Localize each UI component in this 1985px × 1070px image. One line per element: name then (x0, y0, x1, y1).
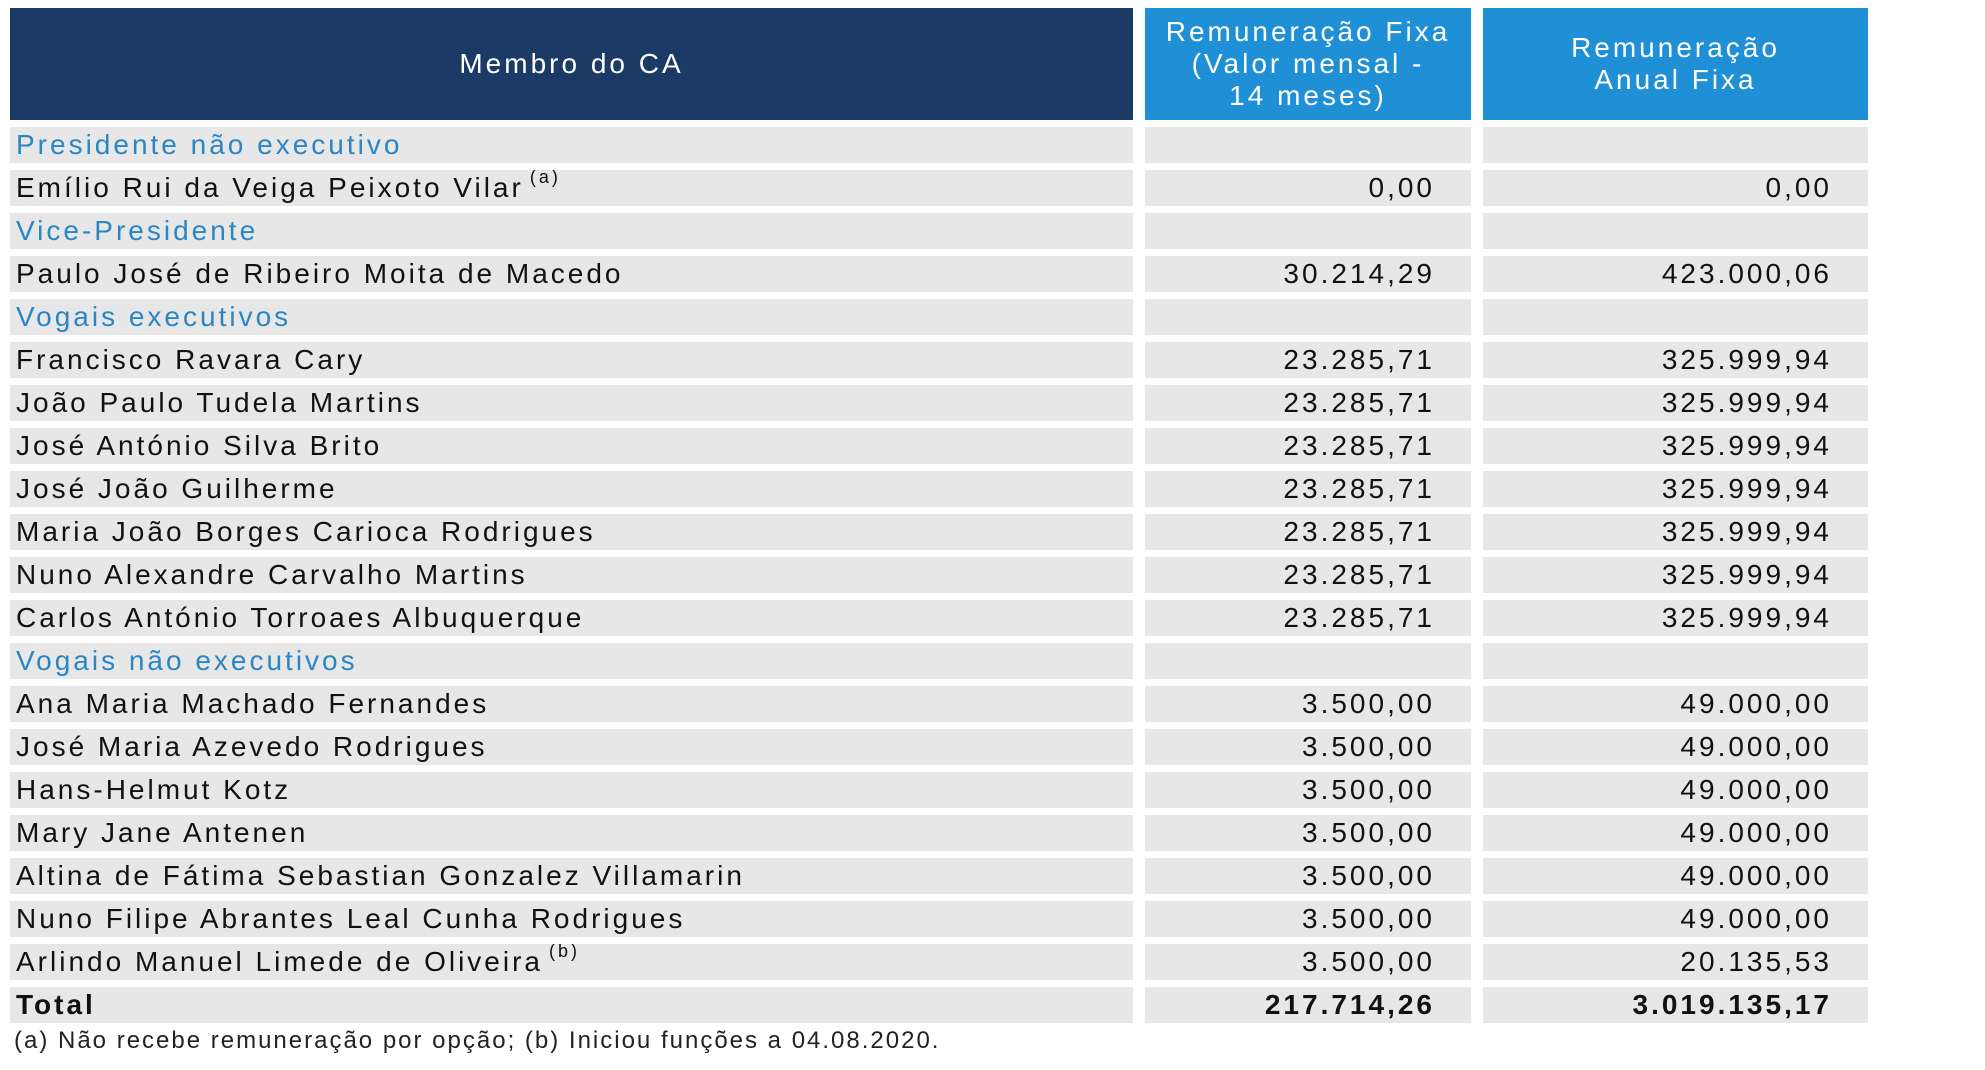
member-name (10, 428, 1133, 464)
category-label (10, 127, 1133, 163)
row-name-text: Ana Maria Machado Fernandes (16, 688, 490, 719)
annual-value: 3.019.135,17 (1483, 987, 1868, 1023)
annual-value: 49.000,00 (1483, 772, 1868, 808)
total-label (10, 987, 1133, 1023)
member-name (10, 170, 1133, 206)
annual-value: 325.999,94 (1483, 385, 1868, 421)
row-name-text: José João Guilherme (16, 473, 338, 504)
member-name (10, 471, 1133, 507)
row-name-text: Arlindo Manuel Limede de Oliveira (16, 946, 543, 977)
annual-value: 49.000,00 (1483, 686, 1868, 722)
annual-value: 325.999,94 (1483, 428, 1868, 464)
monthly-value: 3.500,00 (1145, 858, 1471, 894)
annual-value: 325.999,94 (1483, 342, 1868, 378)
member-name (10, 385, 1133, 421)
row-name-text: Vogais executivos (16, 301, 292, 332)
monthly-value: 30.214,29 (1145, 256, 1471, 292)
row-name-text: José António Silva Brito (16, 430, 383, 461)
annual-value: 0,00 (1483, 170, 1868, 206)
member-name (10, 342, 1133, 378)
category-label (10, 213, 1133, 249)
member-name (10, 600, 1133, 636)
annual-value (1483, 213, 1868, 249)
monthly-value: 23.285,71 (1145, 428, 1471, 464)
monthly-value: 3.500,00 (1145, 729, 1471, 765)
member-name (10, 815, 1133, 851)
monthly-value: 23.285,71 (1145, 385, 1471, 421)
member-name (10, 772, 1133, 808)
row-name-text: Total (16, 989, 96, 1020)
table-grid (10, 8, 1868, 1023)
annual-value: 49.000,00 (1483, 901, 1868, 937)
monthly-value (1145, 213, 1471, 249)
monthly-value: 23.285,71 (1145, 600, 1471, 636)
row-name-text: Emílio Rui da Veiga Peixoto Vilar (16, 172, 524, 203)
monthly-value: 23.285,71 (1145, 557, 1471, 593)
monthly-value: 23.285,71 (1145, 471, 1471, 507)
row-name-text: Francisco Ravara Cary (16, 344, 366, 375)
member-name (10, 514, 1133, 550)
annual-value (1483, 127, 1868, 163)
header-monthly-fixed: Remuneração Fixa (Valor mensal - 14 meses) (1145, 8, 1471, 120)
monthly-value (1145, 127, 1471, 163)
member-name (10, 686, 1133, 722)
row-name-text: Presidente não executivo (16, 129, 403, 160)
annual-value: 325.999,94 (1483, 471, 1868, 507)
member-name (10, 256, 1133, 292)
member-name (10, 858, 1133, 894)
row-name-text: João Paulo Tudela Martins (16, 387, 423, 418)
annual-value: 20.135,53 (1483, 944, 1868, 980)
monthly-value: 23.285,71 (1145, 342, 1471, 378)
member-name (10, 901, 1133, 937)
row-name-text: Nuno Alexandre Carvalho Martins (16, 559, 528, 590)
header-member: Membro do CA (10, 8, 1133, 120)
annual-value (1483, 299, 1868, 335)
footnote-marker: (a) (529, 170, 561, 187)
header-annual-fixed: Remuneração Anual Fixa (1483, 8, 1868, 120)
member-name (10, 557, 1133, 593)
member-name (10, 729, 1133, 765)
row-name-text: Hans-Helmut Kotz (16, 774, 292, 805)
monthly-value: 3.500,00 (1145, 815, 1471, 851)
annual-value: 325.999,94 (1483, 514, 1868, 550)
annual-value (1483, 643, 1868, 679)
annual-value: 423.000,06 (1483, 256, 1868, 292)
row-name-text: José Maria Azevedo Rodrigues (16, 731, 488, 762)
category-label (10, 643, 1133, 679)
row-name-text: Nuno Filipe Abrantes Leal Cunha Rodrigues (16, 903, 686, 934)
annual-value: 49.000,00 (1483, 858, 1868, 894)
monthly-value: 3.500,00 (1145, 944, 1471, 980)
monthly-value: 3.500,00 (1145, 772, 1471, 808)
monthly-value: 23.285,71 (1145, 514, 1471, 550)
remuneration-table (10, 8, 1868, 1023)
row-name-text: Altina de Fátima Sebastian Gonzalez Villamarin (16, 860, 745, 891)
row-name-text: Maria João Borges Carioca Rodrigues (16, 516, 596, 547)
row-name-text: Carlos António Torroaes Albuquerque (16, 602, 585, 633)
category-label (10, 299, 1133, 335)
row-name-text: Paulo José de Ribeiro Moita de Macedo (16, 258, 624, 289)
monthly-value: 3.500,00 (1145, 901, 1471, 937)
footnote: (a) Não recebe remuneração por opção; (b) Iniciou funções a 04.08.2020. (14, 1027, 941, 1054)
monthly-value: 217.714,26 (1145, 987, 1471, 1023)
row-name-text: Mary Jane Antenen (16, 817, 309, 848)
row-name-text: Vogais não executivos (16, 645, 358, 676)
annual-value: 325.999,94 (1483, 557, 1868, 593)
annual-value: 325.999,94 (1483, 600, 1868, 636)
monthly-value (1145, 299, 1471, 335)
monthly-value: 0,00 (1145, 170, 1471, 206)
footnote-marker: (b) (549, 944, 580, 961)
monthly-value: 3.500,00 (1145, 686, 1471, 722)
member-name (10, 944, 1133, 980)
annual-value: 49.000,00 (1483, 729, 1868, 765)
annual-value: 49.000,00 (1483, 815, 1868, 851)
monthly-value (1145, 643, 1471, 679)
row-name-text: Vice-Presidente (16, 215, 259, 246)
